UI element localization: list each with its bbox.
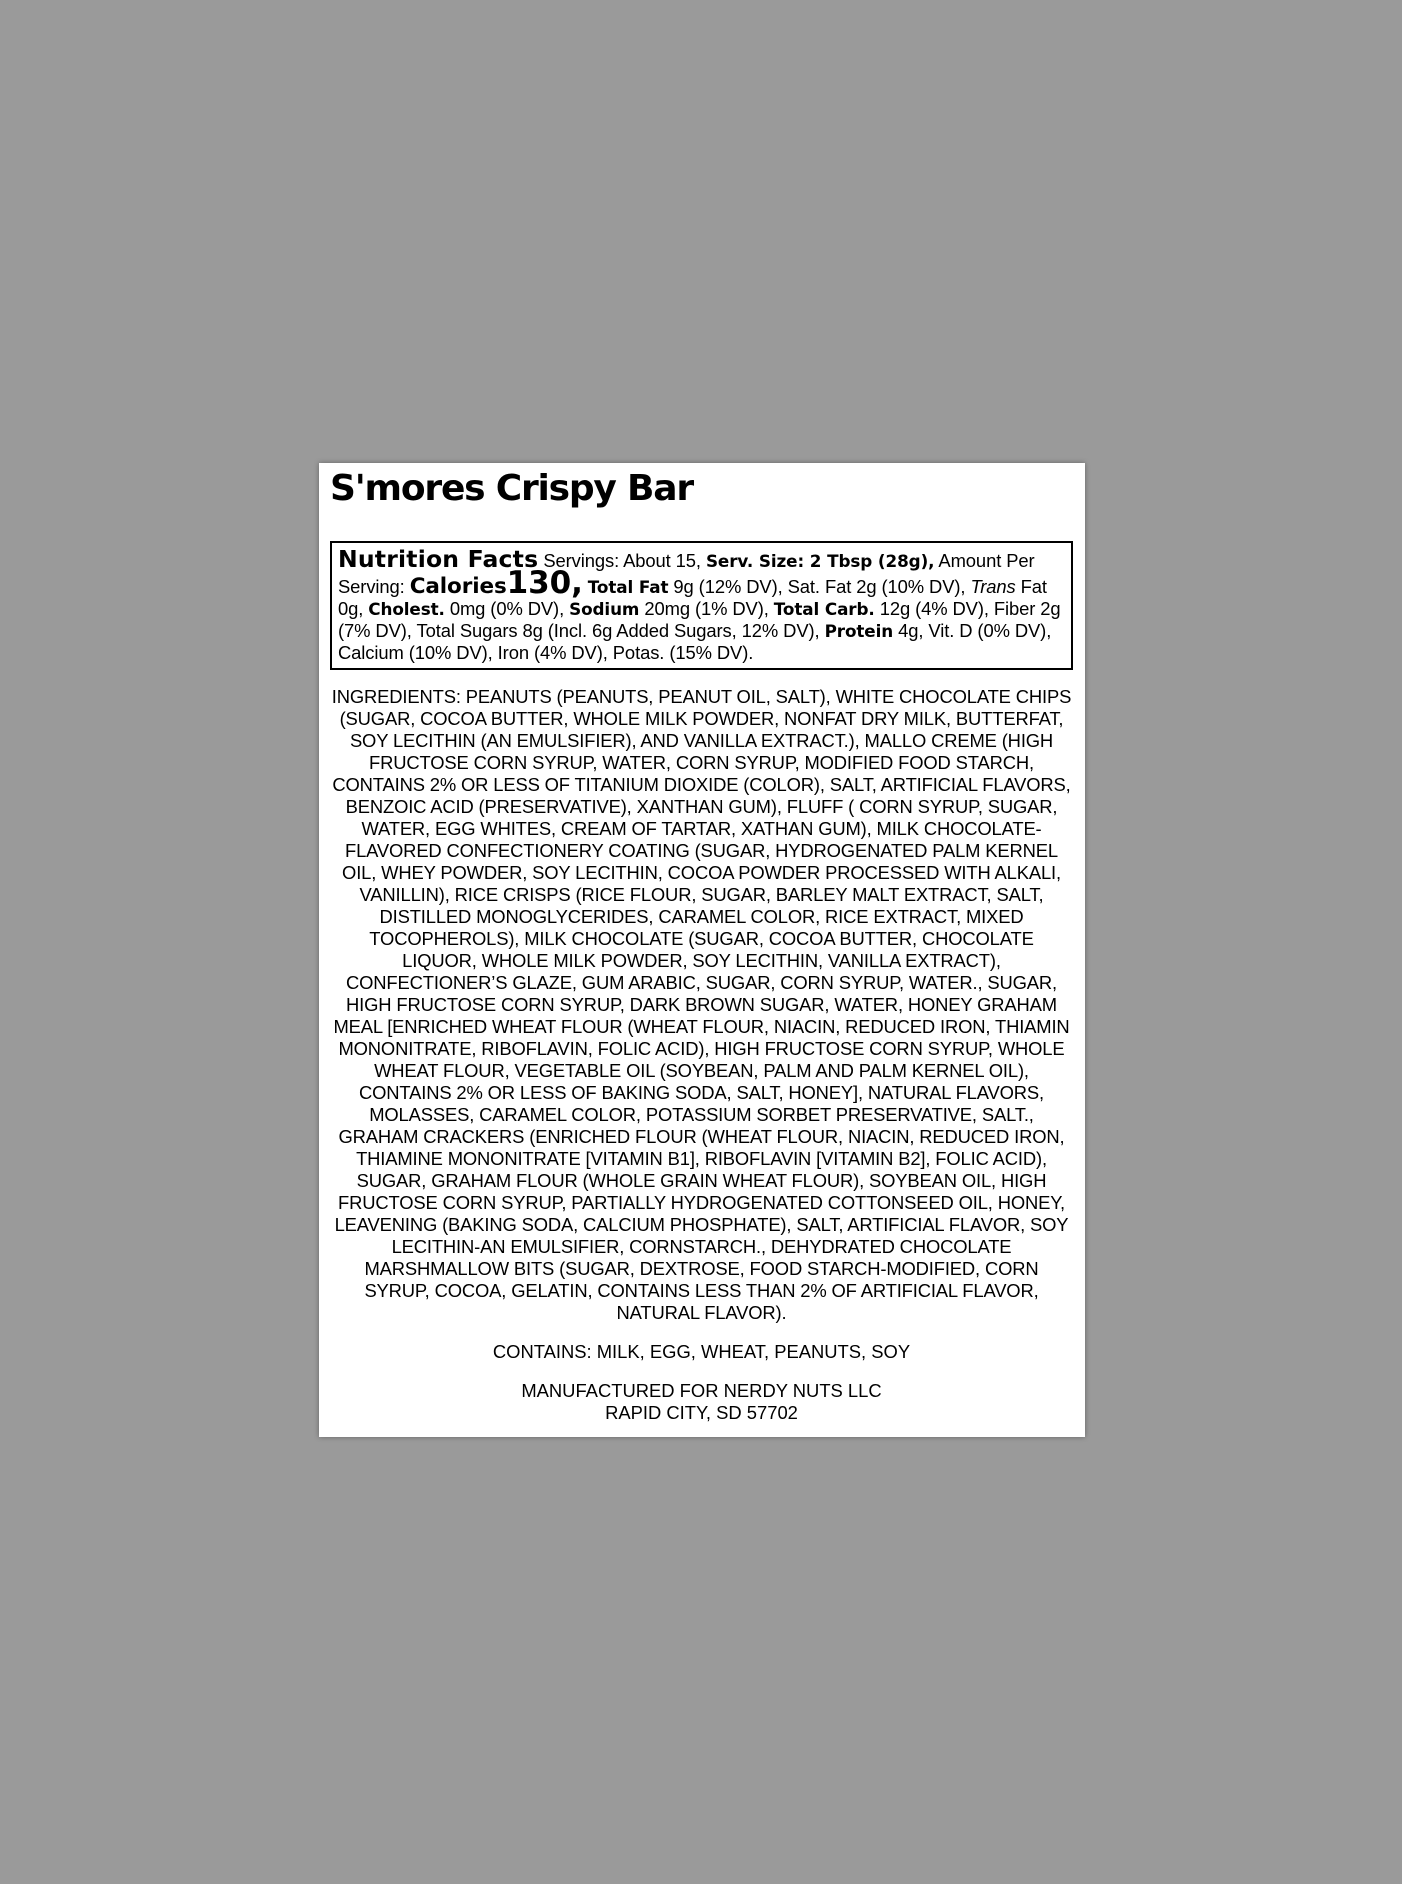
nutrition-facts-heading: Nutrition Facts — [338, 545, 539, 573]
calories-value: 130, — [506, 565, 583, 601]
trans-fat-value: Fat 0g, — [338, 576, 1047, 619]
protein-value: 4g, Vit. D (0% DV), Calcium (10% DV), Iron (4% DV), Potas. (15% DV). — [338, 620, 1052, 663]
cholesterol-label: Cholest. — [368, 599, 445, 619]
servings-text: Servings: About 15, — [543, 550, 701, 571]
total-carb-value: 12g (4% DV), Fiber 2g (7% DV), Total Sugars 8g (Incl. 6g Added Sugars, 12% DV), — [338, 598, 1061, 641]
product-label — [319, 463, 1085, 1437]
nutrition-facts-panel — [330, 541, 1073, 670]
total-fat-label: Total Fat — [587, 577, 669, 597]
amount-per-serving-text: Amount Per Serving: — [338, 550, 1035, 597]
product-title: S'mores Crispy Bar — [330, 468, 693, 509]
sodium-label: Sodium — [569, 599, 640, 619]
manufacturer-address: RAPID CITY, SD 57702 — [605, 1402, 798, 1423]
allergen-statement: CONTAINS: MILK, EGG, WHEAT, PEANUTS, SOY — [492, 1341, 911, 1362]
total-carb-label: Total Carb. — [773, 599, 875, 619]
cholesterol-value: 0mg (0% DV), — [449, 598, 565, 619]
calories-label: Calories — [409, 574, 507, 599]
serving-size-label: Serv. Size: 2 Tbsp (28g), — [705, 551, 935, 571]
total-fat-value: 9g (12% DV), Sat. Fat 2g (10% DV), — [673, 576, 966, 597]
sodium-value: 20mg (1% DV), — [644, 598, 769, 619]
ingredients-text: INGREDIENTS: PEANUTS (PEANUTS, PEANUT OIL, SALT), WHITE CHOCOLATE CHIPS (SUGAR, COCOA BUTTER, WHOLE MILK POWDER, NONFAT DRY MILK, BUTTERFAT, SOY LECITHIN (AN EMULSIFIER), AND VANILLA EXTRACT.), MALLO CREME (HIGH FRUCTOSE CORN SYRUP, WATER, CORN SYRUP, MODIFIED FOOD STARCH, CONTAINS 2% OR LESS OF TITANIUM DIOXIDE (COLOR), SALT, ARTIFICIAL FLAVORS, BENZOIC ACID (PRESERVATIVE), XANTHAN GUM), FLUFF ( CORN SYRUP, SUGAR, WATER, EGG WHITES, CREAM OF TARTAR, XATHAN GUM), MILK CHOCOLATE-FLAVORED CONFECTIONERY COATING (SUGAR, HYDROGENATED PALM KERNEL OIL, WHEY POWDER, SOY LECITHIN, COCOA POWDER PROCESSED WITH ALKALI, VANILLIN), RICE CRISPS (RICE FLOUR, SUGAR, BARLEY MALT EXTRACT, SALT, DISTILLED MONOGLYCERIDES, CARAMEL COLOR, RICE EXTRACT, MIXED TOCOPHEROLS), MILK CHOCOLATE (SUGAR, COCOA BUTTER, CHOCOLATE LIQUOR, WHOLE MILK POWDER, SOY LECITHIN, VANILLA EXTRACT), CONFECTIONER’S GLAZE, GUM ARABIC, SUGAR, CORN SYRUP, WATER., SUGAR, HIGH FRUCTOSE CORN SYRUP, DARK BROWN SUGAR, WATER, HONEY GRAHAM MEAL [ENRICHED WHEAT FLOUR (WHEAT FLOUR, NIACIN, REDUCED IRON, THIAMIN MONONITRATE, RIBOFLAVIN, FOLIC ACID), HIGH FRUCTOSE CORN SYRUP, WHOLE WHEAT FLOUR, VEGETABLE OIL (SOYBEAN, PALM AND PALM KERNEL OIL), CONTAINS 2% OR LESS OF BAKING SODA, SALT, HONEY], NATURAL FLAVORS, MOLASSES, CARAMEL COLOR, POTASSIUM SORBET PRESERVATIVE, SALT., GRAHAM CRACKERS (ENRICHED FLOUR (WHEAT FLOUR, NIACIN, REDUCED IRON, THIAMINE MONONITRATE [VITAMIN B1], RIBOFLAVIN [VITAMIN B2], FOLIC ACID), SUGAR, GRAHAM FLOUR (WHOLE GRAIN WHEAT FLOUR), SOYBEAN OIL, HIGH FRUCTOSE CORN SYRUP, PARTIALLY HYDROGENATED COTTONSEED OIL, HONEY, LEAVENING (BAKING SODA, CALCIUM PHOSPHATE), SALT, ARTIFICIAL FLAVOR, SOY LECITHIN-AN EMULSIFIER, CORNSTARCH., DEHYDRATED CHOCOLATE MARSHMALLOW BITS (SUGAR, DEXTROSE, FOOD STARCH-MODIFIED, CORN SYRUP, COCOA, GELATIN, CONTAINS LESS THAN 2% OF ARTIFICIAL FLAVOR, NATURAL FLAVOR). — [331, 686, 1072, 1323]
protein-label: Protein — [824, 621, 894, 641]
manufacturer-info — [330, 1380, 1073, 1424]
trans-fat-label: Trans — [970, 576, 1016, 597]
manufacturer-name: MANUFACTURED FOR NERDY NUTS LLC — [521, 1380, 882, 1401]
